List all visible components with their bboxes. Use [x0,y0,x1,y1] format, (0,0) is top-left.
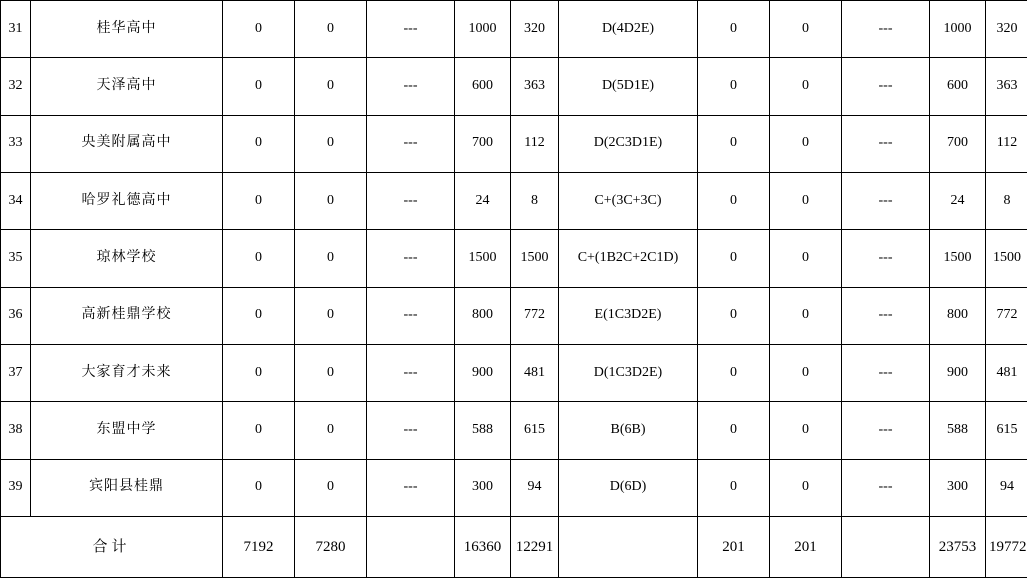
grade-code: D(1C3D2E) [559,344,698,401]
grade-code: B(6B) [559,402,698,459]
value-col-7: 800 [930,287,986,344]
value-col-8: 772 [986,287,1027,344]
value-col-8: 363 [986,58,1027,115]
value-col-2: 0 [295,115,367,172]
value-col-dash2: --- [842,459,930,516]
total-col-1: 7192 [223,516,295,577]
value-col-3: 800 [455,287,511,344]
value-col-2: 0 [295,172,367,229]
value-col-dash1: --- [367,1,455,58]
value-col-dash1: --- [367,344,455,401]
total-col-8: 19772 [986,516,1027,577]
value-col-1: 0 [223,287,295,344]
school-name: 大家育才未来 [31,344,223,401]
value-col-dash1: --- [367,172,455,229]
value-col-6: 0 [770,172,842,229]
school-name: 央美附属高中 [31,115,223,172]
value-col-8: 320 [986,1,1027,58]
value-col-2: 0 [295,287,367,344]
school-name: 天泽高中 [31,58,223,115]
value-col-2: 0 [295,1,367,58]
value-col-1: 0 [223,344,295,401]
value-col-4: 112 [511,115,559,172]
total-col-5: 201 [698,516,770,577]
value-col-4: 772 [511,287,559,344]
value-col-5: 0 [698,230,770,287]
table-row[interactable] [1,1,1027,58]
value-col-6: 0 [770,115,842,172]
total-col-dash2 [842,516,930,577]
value-col-1: 0 [223,230,295,287]
value-col-8: 615 [986,402,1027,459]
value-col-1: 0 [223,402,295,459]
value-col-dash1: --- [367,287,455,344]
row-index: 31 [1,1,31,58]
total-col-7: 23753 [930,516,986,577]
value-col-8: 112 [986,115,1027,172]
value-col-2: 0 [295,344,367,401]
value-col-7: 588 [930,402,986,459]
value-col-dash2: --- [842,172,930,229]
value-col-1: 0 [223,115,295,172]
value-col-7: 900 [930,344,986,401]
grade-code: D(4D2E) [559,1,698,58]
row-index: 35 [1,230,31,287]
value-col-3: 300 [455,459,511,516]
value-col-7: 600 [930,58,986,115]
value-col-3: 700 [455,115,511,172]
value-col-4: 320 [511,1,559,58]
grade-code: D(6D) [559,459,698,516]
value-col-dash2: --- [842,344,930,401]
value-col-5: 0 [698,1,770,58]
value-col-dash1: --- [367,459,455,516]
total-col-3: 16360 [455,516,511,577]
value-col-3: 588 [455,402,511,459]
table-row[interactable] [1,459,1027,516]
school-name: 桂华高中 [31,1,223,58]
value-col-2: 0 [295,58,367,115]
value-col-8: 1500 [986,230,1027,287]
table-row[interactable] [1,287,1027,344]
value-col-dash2: --- [842,287,930,344]
value-col-dash2: --- [842,1,930,58]
value-col-3: 600 [455,58,511,115]
value-col-3: 1000 [455,1,511,58]
row-index: 37 [1,344,31,401]
row-index: 32 [1,58,31,115]
total-row[interactable] [1,516,1027,577]
table-row[interactable] [1,402,1027,459]
grade-code: D(2C3D1E) [559,115,698,172]
school-name: 哈罗礼德高中 [31,172,223,229]
total-grade [559,516,698,577]
grade-code: C+(3C+3C) [559,172,698,229]
value-col-dash2: --- [842,402,930,459]
row-index: 33 [1,115,31,172]
value-col-4: 94 [511,459,559,516]
value-col-1: 0 [223,459,295,516]
school-name: 高新桂鼎学校 [31,287,223,344]
value-col-5: 0 [698,287,770,344]
value-col-2: 0 [295,402,367,459]
value-col-6: 0 [770,230,842,287]
value-col-6: 0 [770,1,842,58]
school-name: 宾阳县桂鼎 [31,459,223,516]
value-col-2: 0 [295,459,367,516]
value-col-6: 0 [770,344,842,401]
value-col-6: 0 [770,287,842,344]
value-col-2: 0 [295,230,367,287]
total-col-6: 201 [770,516,842,577]
value-col-5: 0 [698,459,770,516]
table-body [1,1,1027,578]
value-col-3: 24 [455,172,511,229]
value-col-3: 900 [455,344,511,401]
row-index: 34 [1,172,31,229]
value-col-1: 0 [223,58,295,115]
grade-code: E(1C3D2E) [559,287,698,344]
table-row[interactable] [1,58,1027,115]
value-col-6: 0 [770,58,842,115]
grade-code: C+(1B2C+2C1D) [559,230,698,287]
value-col-8: 481 [986,344,1027,401]
value-col-7: 700 [930,115,986,172]
value-col-5: 0 [698,402,770,459]
school-name: 琼林学校 [31,230,223,287]
row-index: 38 [1,402,31,459]
value-col-4: 363 [511,58,559,115]
row-index: 39 [1,459,31,516]
value-col-3: 1500 [455,230,511,287]
value-col-dash2: --- [842,230,930,287]
value-col-5: 0 [698,115,770,172]
value-col-5: 0 [698,344,770,401]
value-col-dash1: --- [367,230,455,287]
value-col-4: 481 [511,344,559,401]
value-col-4: 1500 [511,230,559,287]
total-col-2: 7280 [295,516,367,577]
value-col-dash1: --- [367,402,455,459]
school-name: 东盟中学 [31,402,223,459]
value-col-6: 0 [770,402,842,459]
value-col-dash2: --- [842,115,930,172]
total-col-4: 12291 [511,516,559,577]
value-col-7: 300 [930,459,986,516]
table-row[interactable] [1,115,1027,172]
table-row[interactable] [1,172,1027,229]
value-col-dash1: --- [367,115,455,172]
value-col-7: 1000 [930,1,986,58]
value-col-1: 0 [223,1,295,58]
total-col-dash1 [367,516,455,577]
value-col-7: 24 [930,172,986,229]
value-col-5: 0 [698,172,770,229]
value-col-1: 0 [223,172,295,229]
table-row[interactable] [1,344,1027,401]
grade-code: D(5D1E) [559,58,698,115]
value-col-5: 0 [698,58,770,115]
value-col-4: 8 [511,172,559,229]
value-col-8: 8 [986,172,1027,229]
value-col-4: 615 [511,402,559,459]
total-label: 合计 [1,516,223,577]
table-row[interactable] [1,230,1027,287]
value-col-dash2: --- [842,58,930,115]
value-col-7: 1500 [930,230,986,287]
value-col-8: 94 [986,459,1027,516]
row-index: 36 [1,287,31,344]
value-col-dash1: --- [367,58,455,115]
value-col-6: 0 [770,459,842,516]
